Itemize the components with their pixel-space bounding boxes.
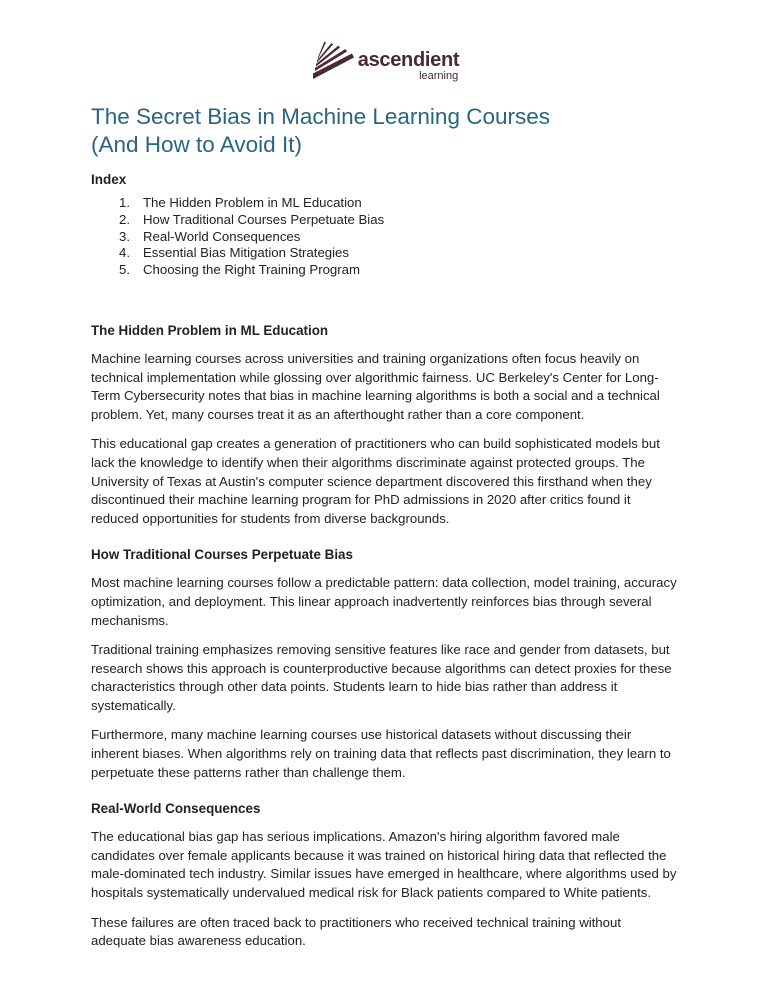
paragraph: Furthermore, many machine learning courses use historical datasets without discussing their inherent biases. When algorithms rely on training data that reflects past discrimination, they learn to perpetuate these patterns rather than challenge them. [91,727,671,780]
index-item-5-number: 5. [119,262,130,278]
page-title [91,103,678,159]
index-item-3-label: Real-World Consequences [143,228,301,244]
index-item-1 [91,195,678,212]
paragraph: This educational gap creates a generation of practitioners who can build sophisticated models but lack the knowledge to identify when their algorithms discriminate against protected groups. The University of Texas at Austin's computer science department discovered this firsthand when they discontinued their machine learning program for PhD admissions in 2020 after critics found it reduced opportunities for students from diverse backgrounds. [91,436,660,526]
logo-brand-text: ascendient [357,49,460,71]
index-item-2-label: How Traditional Courses Perpetuate Bias [143,211,385,227]
index-item-3 [91,229,678,246]
logo [91,40,678,82]
index-item-2-number: 2. [119,211,130,227]
paragraph: These failures are often traced back to practitioners who received technical training without adequate bias awareness education. [91,914,621,949]
paragraph: Traditional training emphasizes removing sensitive features like race and gender from datasets, but research shows this approach is counterproductive because algorithms can detect proxies for these characteristics through other data points. Students learn to hide bias rather than address it systematically. [91,642,672,713]
section-heading-real-world-consequences: Real-World Consequences [91,801,261,817]
index-item-1-label: The Hidden Problem in ML Education [143,195,362,210]
index-item-4 [91,245,678,262]
index-item-1-number: 1. [119,195,130,210]
paragraph: Most machine learning courses follow a predictable pattern: data collection, model training, accuracy optimization, and deployment. This linear approach inadvertently reinforces bias through several mechanisms. [91,575,677,628]
logo-sub-text: learning [419,70,459,82]
page-title-line-2: (And How to Avoid It) [91,132,302,157]
index-item-5-label: Choosing the Right Training Program [143,262,360,278]
paragraph: Machine learning courses across universities and training organizations often focus heavily on technical implementation while glossing over algorithmic fairness. UC Berkeley's Center for Long-Term Cybersecurity notes that bias in machine learning algorithms is both a social and a technical problem. Yet, many courses treat it as an afterthought rather than a core component. [91,350,660,422]
index-item-4-number: 4. [119,245,130,261]
index-heading: Index [91,172,127,187]
index-item-4-label: Essential Bias Mitigation Strategies [143,245,349,261]
index-list [91,195,678,279]
index-item-2 [91,212,678,229]
page-title-line-1: The Secret Bias in Machine Learning Courses [91,104,550,129]
section-heading-traditional-courses: How Traditional Courses Perpetuate Bias [91,547,353,563]
index-item-3-number: 3. [119,228,130,244]
section-heading-hidden-problem: The Hidden Problem in ML Education [91,322,329,338]
fan-swoosh-icon [310,40,356,82]
index-item-5 [91,262,678,279]
paragraph: The educational bias gap has serious implications. Amazon's hiring algorithm favored male candidates over female applicants because it was trained on historical hiring data that reflected the male-dominated tech industry. Similar issues have emerged in healthcare, where algorithms used by hospitals systematically undervalued medical risk for Black patients compared to White patients. [91,829,677,901]
